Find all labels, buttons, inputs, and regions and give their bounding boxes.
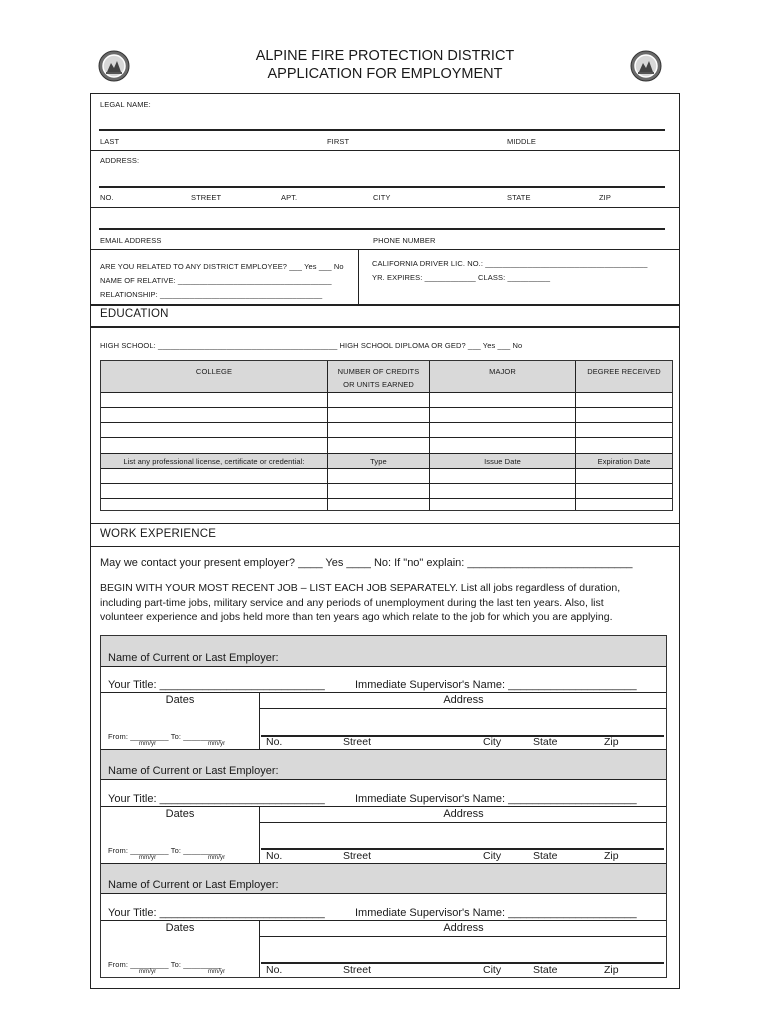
table-row-line (101, 453, 672, 454)
table-row-line (101, 437, 672, 438)
col-issue-date: Issue Date (484, 457, 521, 466)
emp-no-label: No. (266, 964, 283, 976)
divider (259, 806, 260, 863)
emp-street-label: Street (343, 964, 372, 976)
divider (429, 361, 430, 510)
form-title (0, 47, 770, 83)
divider (358, 249, 359, 304)
divider (91, 326, 679, 328)
mmyr-from-hint: mm/yr (139, 741, 157, 747)
relative-name-field[interactable]: NAME OF RELATIVE: ____________________________________ (100, 276, 332, 285)
divider (91, 249, 679, 250)
mmyr-to-hint: mm/yr (208, 969, 226, 975)
from-to-field[interactable]: From: _________ To: _________ (108, 732, 222, 741)
col-license: List any professional license, certificate or credential: (123, 457, 305, 466)
divider (259, 692, 260, 749)
mmyr-to-hint: mm/yr (208, 855, 226, 861)
address-state-label: STATE (507, 193, 531, 202)
employment-history (100, 635, 667, 978)
contact-employer-question[interactable]: May we contact your present employer? ____ Yes ____ No: If "no" explain: ___________________________ (100, 557, 633, 569)
supervisor-field[interactable]: Immediate Supervisor's Name: _____________________ (355, 793, 637, 805)
address-label: ADDRESS: (100, 156, 140, 165)
work-instructions-line2: including part-time jobs, military service and any periods of unemployment during the last ten years. Also, list (100, 597, 604, 609)
divider (575, 361, 576, 510)
employer-name-label[interactable]: Name of Current or Last Employer: (108, 879, 279, 891)
col-major: MAJOR (489, 367, 516, 376)
address-label: Address (443, 694, 484, 706)
col-type: Type (370, 457, 387, 466)
col-degree: DEGREE RECEIVED (587, 367, 661, 376)
email-label: EMAIL ADDRESS (100, 236, 162, 245)
col-credits-line1: NUMBER OF CREDITS (337, 367, 420, 376)
table-row-line (101, 468, 672, 469)
emp-zip-label: Zip (604, 964, 619, 976)
application-form (90, 93, 680, 989)
divider (101, 666, 666, 667)
address-label: Address (443, 808, 484, 820)
table-row-line (101, 483, 672, 484)
divider (101, 806, 666, 807)
emp-no-label: No. (266, 850, 283, 862)
education-heading: EDUCATION (100, 308, 169, 320)
divider (259, 936, 666, 937)
address-apt-label: APT. (281, 193, 298, 202)
table-row-line (101, 392, 672, 393)
divider (101, 920, 666, 921)
address-field[interactable] (99, 186, 665, 188)
emp-zip-label: Zip (604, 736, 619, 748)
emp-no-label: No. (266, 736, 283, 748)
emp-state-label: State (533, 850, 558, 862)
divider (91, 150, 679, 151)
col-college: COLLEGE (195, 367, 233, 376)
from-to-field[interactable]: From: _________ To: _________ (108, 960, 222, 969)
supervisor-field[interactable]: Immediate Supervisor's Name: _____________________ (355, 679, 637, 691)
legal-name-label: LEGAL NAME: (100, 100, 151, 109)
address-no-label: NO. (100, 193, 114, 202)
supervisor-field[interactable]: Immediate Supervisor's Name: _____________________ (355, 907, 637, 919)
col-expiration-date: Expiration Date (597, 457, 651, 466)
from-to-field[interactable]: From: _________ To: _________ (108, 846, 222, 855)
mmyr-from-hint: mm/yr (139, 969, 157, 975)
last-name-label: LAST (100, 137, 120, 146)
relationship-field[interactable]: RELATIONSHIP: ______________________________________ (100, 290, 323, 299)
emp-street-label: Street (343, 850, 372, 862)
divider (91, 523, 679, 524)
dates-label: Dates (165, 694, 195, 706)
title-line-2: APPLICATION FOR EMPLOYMENT (267, 66, 503, 82)
emp-city-label: City (483, 850, 502, 862)
your-title-field[interactable]: Your Title: ___________________________ (108, 907, 325, 919)
table-row-line (101, 422, 672, 423)
divider (91, 546, 679, 547)
emp-state-label: State (533, 736, 558, 748)
education-table (100, 360, 673, 511)
legal-name-field[interactable] (99, 129, 665, 131)
your-title-field[interactable]: Your Title: ___________________________ (108, 793, 325, 805)
divider (101, 779, 666, 780)
address-street-label: STREET (191, 193, 222, 202)
address-city-label: CITY (373, 193, 391, 202)
your-title-field[interactable]: Your Title: ___________________________ (108, 679, 325, 691)
work-instructions-line1: BEGIN WITH YOUR MOST RECENT JOB – LIST EACH JOB SEPARATELY. List all jobs regardless of duration, (100, 582, 621, 594)
dates-label: Dates (165, 922, 195, 934)
divider (259, 708, 666, 709)
divider (259, 920, 260, 977)
middle-name-label: MIDDLE (507, 137, 536, 146)
address-label: Address (443, 922, 484, 934)
dates-label: Dates (165, 808, 195, 820)
table-row-line (101, 498, 672, 499)
col-credits-line2: OR UNITS EARNED (343, 380, 414, 389)
phone-label: PHONE NUMBER (373, 236, 436, 245)
mmyr-from-hint: mm/yr (139, 855, 157, 861)
work-experience-heading: WORK EXPERIENCE (100, 528, 217, 540)
related-question[interactable]: ARE YOU RELATED TO ANY DISTRICT EMPLOYEE? ___ Yes ___ No (100, 262, 344, 271)
divider (101, 692, 666, 693)
emp-city-label: City (483, 964, 502, 976)
first-name-label: FIRST (327, 137, 350, 146)
emp-state-label: State (533, 964, 558, 976)
employer-name-label[interactable]: Name of Current or Last Employer: (108, 652, 279, 664)
employer-name-label[interactable]: Name of Current or Last Employer: (108, 765, 279, 777)
divider (101, 893, 666, 894)
work-instructions-line3: volunteer experience and jobs held more than ten years ago which relate to the job for which you are applying. (100, 611, 613, 623)
email-phone-field[interactable] (99, 228, 665, 230)
emp-street-label: Street (343, 736, 372, 748)
license-expires-field[interactable]: YR. EXPIRES: ____________ CLASS: __________ (372, 273, 551, 282)
address-zip-label: ZIP (599, 193, 611, 202)
emp-city-label: City (483, 736, 502, 748)
driver-license-field[interactable]: CALIFORNIA DRIVER LIC. NO.: ______________________________________ (372, 259, 648, 268)
title-line-1: ALPINE FIRE PROTECTION DISTRICT (255, 48, 515, 64)
divider (91, 304, 679, 306)
table-row-line (101, 407, 672, 408)
high-school-field[interactable]: HIGH SCHOOL: __________________________________________ HIGH SCHOOL DIPLOMA OR GED? ___ Yes ___ No (100, 341, 523, 350)
emp-zip-label: Zip (604, 850, 619, 862)
divider (91, 207, 679, 208)
mmyr-to-hint: mm/yr (208, 741, 226, 747)
divider (259, 822, 666, 823)
